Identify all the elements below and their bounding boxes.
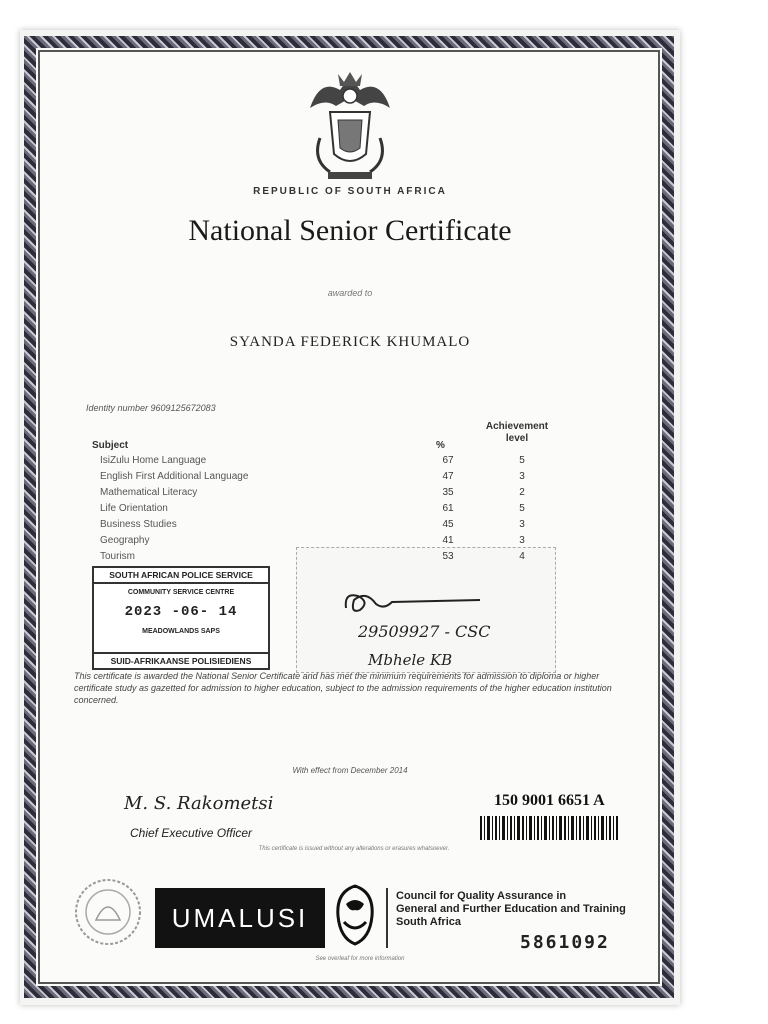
table-row: Tourism 53 4: [100, 551, 525, 562]
serial-number: 5861092: [520, 932, 610, 953]
coat-of-arms-icon: [300, 68, 400, 184]
percent-header: %: [436, 440, 445, 451]
ceo-title: Chief Executive Officer: [130, 826, 253, 840]
table-row: Geography 41 3: [100, 535, 525, 546]
alteration-note: This certificate is issued without any alterations or erasures whatsoever.: [258, 846, 450, 852]
handwritten-name: Mbhele KB: [368, 651, 453, 669]
umalusi-logo: UMALUSI: [155, 888, 325, 948]
table-row: Life Orientation 61 5: [100, 503, 525, 514]
ceo-signature: M. S. Rakometsi: [124, 793, 274, 814]
achievement-level-header: Achievement level: [485, 421, 549, 444]
barcode-icon: [480, 816, 618, 840]
certificate-statement: This certificate is awarded the National Senior Certificate and has met the minimum requirements for admission to diploma or higher certificate study as gazetted for admission to higher education, subject to the admission requirements of the higher education institution concerned.: [74, 671, 612, 705]
certificate-number: 150 9001 6651 A: [494, 792, 605, 809]
umalusi-emblem-icon: [330, 882, 380, 948]
subject-header: Subject: [92, 440, 129, 451]
overleaf-note: See overleaf for more information: [315, 956, 405, 962]
awarded-to-label: awarded to: [327, 288, 373, 298]
handwritten-number: 29509927 - CSC: [358, 622, 491, 641]
embossed-seal-icon: [72, 876, 144, 948]
stamp-date: 2023 -06- 14: [124, 604, 238, 620]
results-table: [100, 455, 540, 567]
table-row: Business Studies 45 3: [100, 519, 525, 530]
footer-divider: [386, 888, 388, 948]
effective-date: With effect from December 2014: [292, 766, 408, 775]
identity-number: Identity number 9609125672083: [86, 403, 216, 413]
table-row: English First Additional Language 47 3: [100, 471, 525, 482]
recipient-name: SYANDA FEDERICK KHUMALO: [229, 334, 471, 350]
council-name: Council for Quality Assurance in General and Further Education and Training South Africa: [396, 890, 626, 928]
country-heading: REPUBLIC OF SOUTH AFRICA: [253, 186, 447, 197]
table-row: IsiZulu Home Language 67 5: [100, 455, 525, 466]
certificate-title: National Senior Certificate: [188, 214, 512, 247]
table-row: Mathematical Literacy 35 2: [100, 487, 525, 498]
police-stamp: SOUTH AFRICAN POLICE SERVICE COMMUNITY SERVICE CENTRE 2023 -06- 14 MEADOWLANDS SAPS SUID-AFRIKAANSE POLISIEDIENS: [92, 566, 270, 670]
certifier-signature-icon: [340, 588, 490, 618]
